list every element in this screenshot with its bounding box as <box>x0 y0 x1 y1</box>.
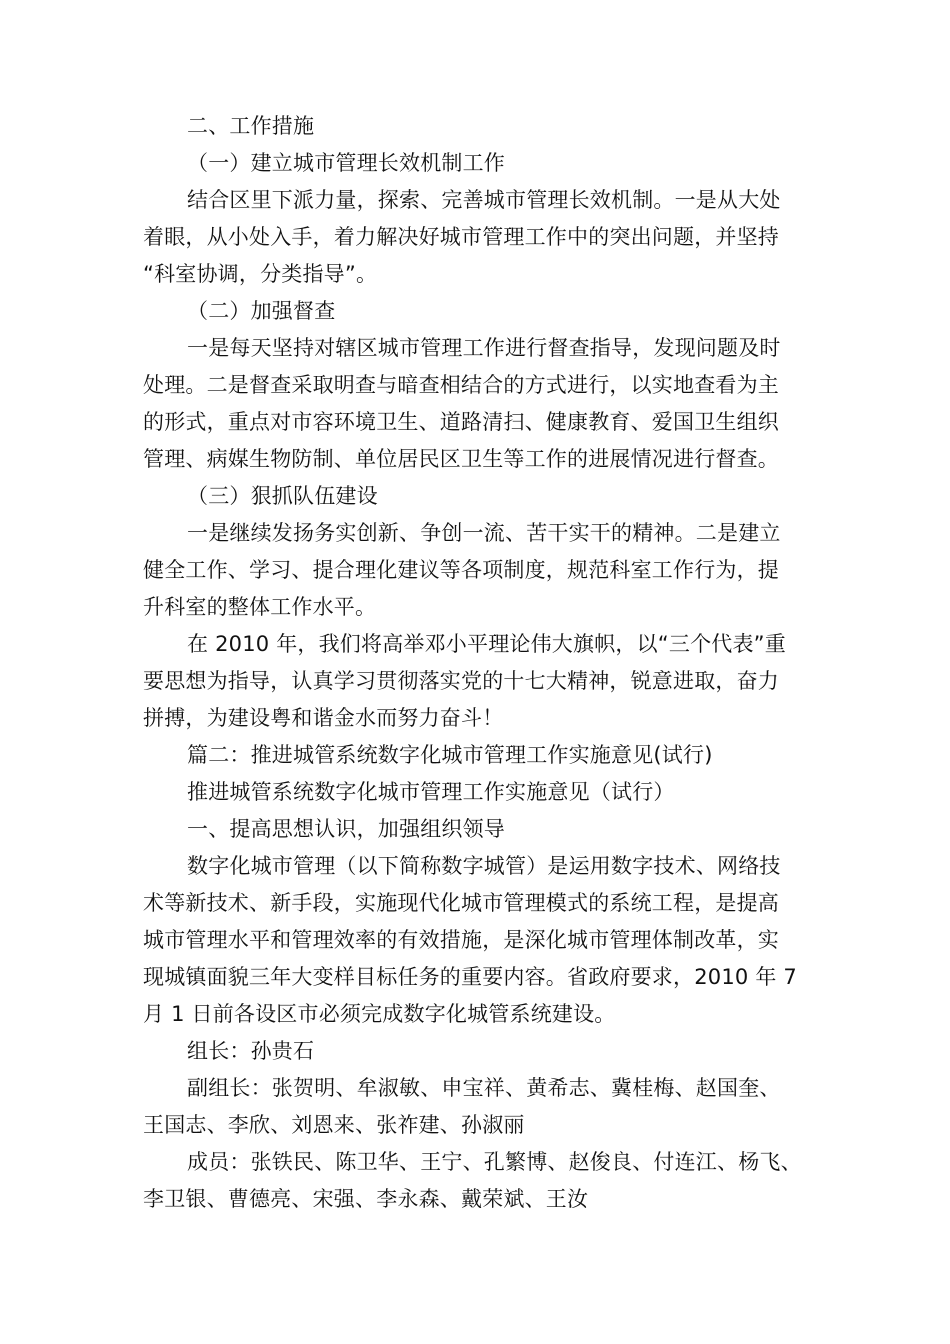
paragraph-line: 升科室的整体工作水平。 <box>143 595 377 619</box>
paragraph-line: 健全工作、学习、提合理化建议等各项制度，规范科室工作行为，提 <box>143 558 779 582</box>
paragraph-line: 数字化城市管理（以下简称数字城管）是运用数字技术、网络技 <box>187 854 781 878</box>
paragraph-line: 着眼，从小处入手，着力解决好城市管理工作中的突出问题，并坚持 <box>143 225 779 249</box>
paragraph-line: 管理、病媒生物防制、单位居民区卫生等工作的进展情况进行督查。 <box>143 447 779 471</box>
paragraph-line: 拼搏，为建设粤和谐金水而努力奋斗！ <box>143 706 504 730</box>
paragraph-line: 一是每天坚持对辖区城市管理工作进行督查指导，发现问题及时 <box>187 336 781 360</box>
group-leader-line: 组长：孙贵石 <box>187 1039 315 1063</box>
paragraph-line: 结合区里下派力量，探索、完善城市管理长效机制。一是从大处 <box>187 188 781 212</box>
paragraph-line: 的形式，重点对市容环境卫生、道路清扫、健康教育、爱国卫生组织 <box>143 410 779 434</box>
deputy-leaders-line: 王国志、李欣、刘恩来、张祚建、孙淑丽 <box>143 1113 525 1137</box>
paragraph-line: 在 2010 年，我们将高举邓小平理论伟大旗帜，以“三个代表”重 <box>187 632 786 656</box>
paragraph-line: 现城镇面貌三年大变样目标任务的重要内容。省政府要求，2010 年 7 <box>143 965 797 989</box>
paragraph-line: 术等新技术、新手段，实施现代化城市管理模式的系统工程，是提高 <box>143 891 779 915</box>
section-heading-organization: 一、提高思想认识，加强组织领导 <box>187 817 505 841</box>
subheading-supervision: （二）加强督查 <box>187 299 336 323</box>
section-heading-work-measures: 二、工作措施 <box>187 114 315 138</box>
paragraph-line: 城市管理水平和管理效率的有效措施，是深化城市管理体制改革，实 <box>143 928 779 952</box>
paragraph-line: 一是继续发扬务实创新、争创一流、苦干实干的精神。二是建立 <box>187 521 781 545</box>
deputy-leaders-line: 副组长：张贺明、牟淑敏、申宝祥、黄希志、冀桂梅、赵国奎、 <box>187 1076 781 1100</box>
paragraph-line: 月 1 日前各设区市必须完成数字化城管系统建设。 <box>143 1002 616 1026</box>
subheading-team-building: （三）狠抓队伍建设 <box>187 484 378 508</box>
paragraph-line: “科室协调，分类指导”。 <box>143 262 378 286</box>
members-line: 李卫银、曹德亮、宋强、李永森、戴荣斌、王汝 <box>143 1187 589 1211</box>
document-title: 推进城管系统数字化城市管理工作实施意见（试行） <box>187 780 675 804</box>
paragraph-line: 处理。二是督查采取明查与暗查相结合的方式进行，以实地查看为主 <box>143 373 779 397</box>
subheading-long-term-mechanism: （一）建立城市管理长效机制工作 <box>187 151 505 175</box>
paragraph-line: 要思想为指导，认真学习贯彻落实党的十七大精神，锐意进取，奋力 <box>143 669 779 693</box>
article-title: 篇二：推进城管系统数字化城市管理工作实施意见(试行) <box>187 743 713 767</box>
members-line: 成员：张铁民、陈卫华、王宁、孔繁博、赵俊良、付连江、杨飞、 <box>187 1150 802 1174</box>
